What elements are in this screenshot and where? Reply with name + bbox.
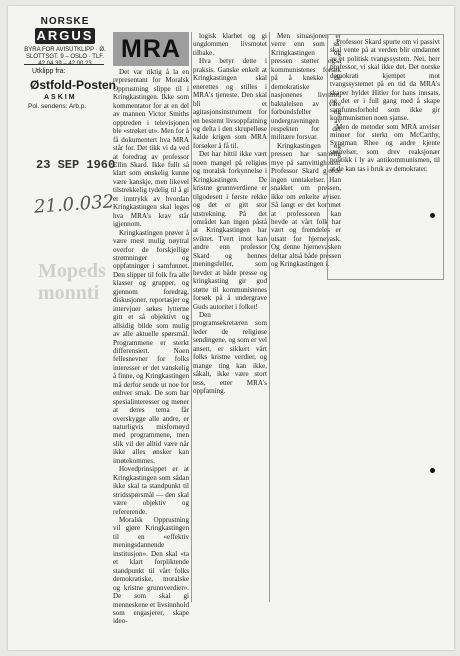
date-stamp: 23 SEP 1960 (36, 158, 116, 172)
bleed-through-text: monnti (38, 282, 100, 304)
bleed-through-text: Mopeds (38, 260, 106, 282)
clipping-sheet (8, 6, 454, 650)
paragraph: Hva betyr dette i praksis. Ganske enkelt at Kringkastingen skal enerettes og stilles i MRA's tjeneste. Den skal bli et agitasjonsinstrument for en bestemt livsoppfatning og delta i den skrupelløse kalde krigen som MRA forsøker å få til. (193, 57, 267, 150)
newspaper-place: ASKIM (44, 94, 77, 101)
political-affiliation: Pol. sendens: Arb.p. (28, 103, 87, 110)
column-rule (269, 32, 270, 602)
agency-address: BYRA FOR AVISUTKLIPP · Ø. SLOTTSGT. 9 – OSLO · TLF. 42 04 39 – 42 00 23 (24, 47, 106, 67)
paragraph: Det var riktig å la en representant for Moralsk Opprustning slippe til i Kringkastingen. Ikke som kommentator for at en del av mannen Victor Smiths opptreden i televisjonen ble «strøket ut». Men for å få dokumentert hva MRA står for. Det tikk vi da ved at foredrag av professor Ellin Skard. Ikke fullt så klart som ønskelig kunne være kanskje, men likevel tilstrekkelig tydelig til å gi et inntrykk av hvordan Kringkastingen skal leges hva MRA's krav står igjennom. (113, 68, 189, 229)
header-divider (24, 64, 104, 65)
column-rule (191, 32, 192, 602)
handwritten-number: 21.0.032 (33, 191, 115, 218)
paragraph: Det har hittil ikke vært noen mangel på religiøs og moralsk forkynnelse i Kringkastingen. De kristne grunnverdiene er tilgodesett i første rekke og det er gitt stor utstrekning. På det området kan ingen påstå at Kringkastingen har sviktet. Tvert imot kan andre enn professor Skard og hennes meningsfeller, som hevder at både presse og kringkasting gir god støtte til kommunistenes forsøk på å undergrave Guds autoritet i folket! (193, 150, 267, 311)
paragraph: Den programsekretæren som leder de religiøse sendingene, og som er vel ansett, er sikkert vårt folks kristne verdier, og mange ting kan ikke, såkalt, ikke være stort tess, etter MRA's oppfatning. (193, 310, 267, 396)
logo-top-text: NORSKE (40, 16, 90, 27)
article-column-2 (193, 32, 267, 395)
clipped-from-label: Utklipp fra: (32, 68, 66, 75)
paragraph: Hovedprinsippet er at Kringkastingen som sådan ikke skal ta standpunkt til stridsspørsmål — den skal være objektiv og refererende. (113, 465, 189, 516)
article-headline: MRA (113, 32, 189, 66)
paragraph: Men situasjonen er verre enn som så. Kringkastingen og pressen støtter også kommunistenes forsøk på å knekke de demokratiske nasjonenes livsmot, baktalelsen av våre forbundsfeller og undergravningen av respekten for det militære forsvar. (271, 32, 341, 142)
paragraph: Moralsk Opprustning vil gjøre Kringkastingen til en «effektiv meningsdannende institusjon». Den skal «ta et klart forpliktende standpunkt til vårt folks demokratiske, moralske og kristne grunnverdier». De som skal gi menneskene et livsinnhold som engasjerer, skape ideo- (113, 516, 189, 626)
newspaper-name: Østfold-Posten (30, 78, 116, 92)
logo-main-text: ARGUS (36, 28, 94, 43)
paragraph: logisk klarhet og gi ungdommen livsmotet tilbake. (193, 32, 267, 57)
article-column-4 (330, 38, 440, 173)
paragraph: Men de metoder som MRA anviser minner for sterkt om McCarthy, Syngman Rhee og andre kjente størrelser, som drev reaksjonær politikk i ly av antikommunismen, til at de kan tas i bruk av demokrater. (330, 122, 440, 173)
argus-logo (24, 16, 106, 68)
paragraph: Kringkastingen prøver å være mest mulig nøytral overfor de forskjellige strømninger og oppfatninger i samfunnet. Den slipper til folk fra alle klasser og grupper, og gjennom foredrag, diskusjoner, reportasjer og intervjuer søkes lytterne gitt et så objektivt og allsidig bilde som mulig av alle aktuelle spørsmål. Programmene er sterkt differensiert. Noen fellesnevner for folks interesser er det vanskelig å finne, og Kringkastingen må derfor sende ut noe for enhver smak. De som har spesialinteresser og mener at deres tema får overskygge alle andre, er naturligvis misfornøyd med programmene, men slik vil det alltid være når ikke alles ønsker kan imøtekommes. (113, 228, 189, 465)
article-column-1 (113, 32, 189, 626)
punch-hole (430, 468, 435, 473)
paragraph: Professor Skard spurte om vi passivt skal vente på at verden blir omdannet av et politisk tvangssystem. Nei, herr professor, vi skal ikke det. Det norske demokrati kjempet mot tvangssystemet på en tid da MRA's skaper hyldet Hitler for hans innsats, og det er i full gang med å skape samfunnsforhold som ikke gir kommunismen noen sjanse. (330, 38, 440, 123)
paragraph: Kringkastingen og pressen har sannelig mye på samvittigheten! Professor Skard gjorde ingen unntakelser. Han snakket om pressen, ikke om enkelte aviser. Så langt er det kommet at professoren kan hevde at vårt folk har vært og fremdeles er utsatt for hjernevask. Og denne hjernevasken deltar altså både pressen og Kringkastingen i. (271, 141, 341, 269)
